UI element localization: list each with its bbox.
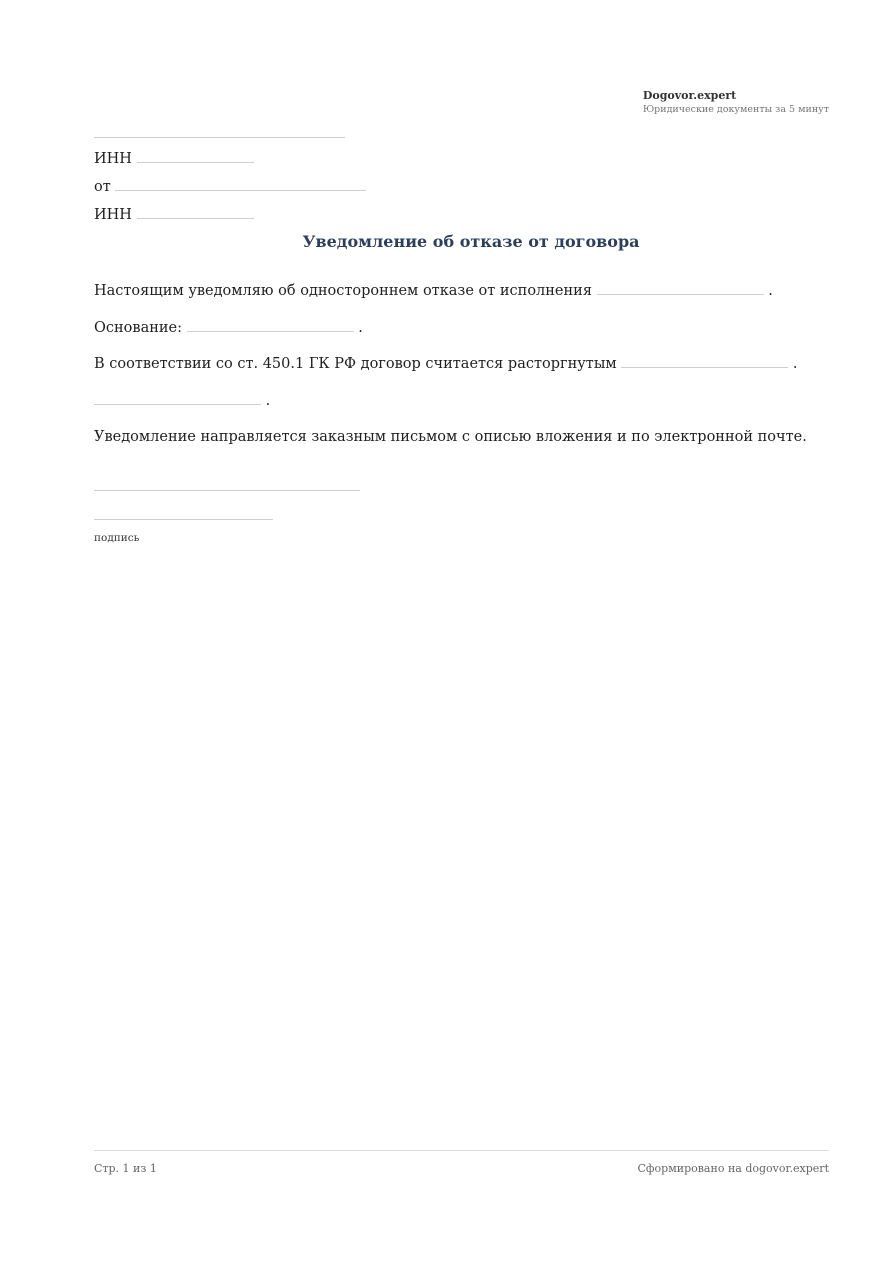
paragraph-end: . <box>768 283 773 299</box>
paragraph-termination <box>94 353 797 374</box>
signature-label: подпись <box>94 532 140 544</box>
inn-label: ИНН <box>94 207 132 223</box>
paragraph-end: . <box>792 356 798 372</box>
paragraph-text: Уведомление направляется заказным письмом с описью вложения и по электронной почте. <box>94 429 807 445</box>
sender-inn-blank <box>137 204 254 219</box>
signatory-name-blank <box>94 490 360 491</box>
page-number: Стр. 1 из 1 <box>94 1162 157 1175</box>
recipient-name-blank <box>94 137 345 138</box>
paragraph-delivery <box>94 427 807 447</box>
contract-blank <box>597 280 764 295</box>
sender-name-blank <box>115 176 366 191</box>
document-title: Уведомление об отказе от договора <box>302 232 640 251</box>
brand-name: Dogovor.expert <box>642 89 737 102</box>
inn-label: ИНН <box>94 151 132 167</box>
paragraph-text: Основание: <box>94 320 183 336</box>
signature-blank <box>94 519 273 520</box>
termination-date-blank <box>621 353 788 368</box>
extra-blank <box>94 390 261 405</box>
paragraph-end: . <box>265 393 271 409</box>
from-label: от <box>94 179 111 195</box>
paragraph-extra <box>94 390 270 411</box>
footer-divider <box>94 1150 829 1151</box>
brand-tagline: Юридические документы за 5 минут <box>642 104 829 115</box>
paragraph-refusal <box>94 280 773 301</box>
recipient-inn-blank <box>137 148 254 163</box>
brand-block <box>643 88 829 117</box>
paragraph-basis <box>94 317 363 338</box>
generated-note: Сформировано на dogovor.expert <box>637 1162 829 1175</box>
paragraph-text: В соответствии со ст. 450.1 ГК РФ договор считается расторгнутым <box>94 356 617 372</box>
paragraph-end: . <box>358 320 363 336</box>
basis-blank <box>187 317 354 332</box>
sender-line <box>94 176 366 197</box>
sender-inn-line <box>94 204 254 225</box>
paragraph-text: Настоящим уведомляю об одностороннем отказе от исполнения <box>94 283 592 299</box>
recipient-inn-line <box>94 148 254 169</box>
